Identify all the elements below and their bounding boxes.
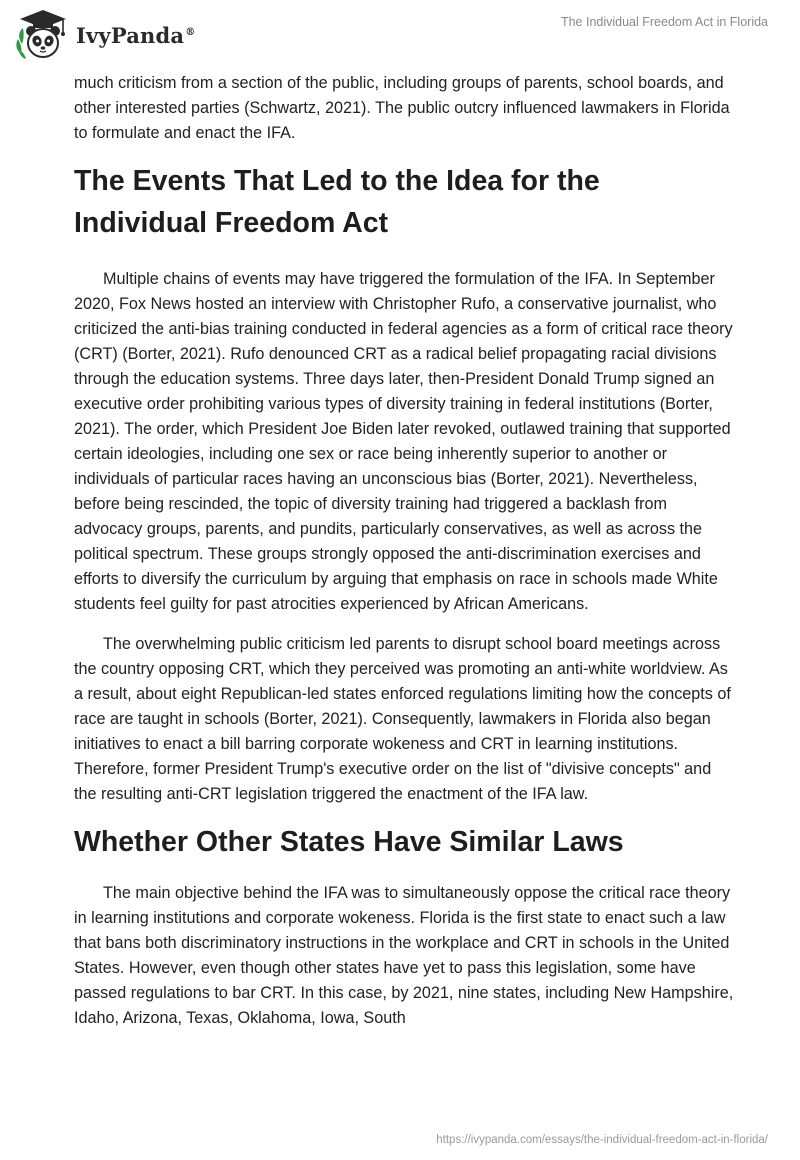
paragraph-events-1: Multiple chains of events may have triggered the formulation of the IFA. In September 2020, Fox News hosted an interview with Christopher Rufo, a conservative journalist, who criticized the anti-bias training conducted in federal agencies as a form of critical race theory (CRT) (Borter, 2021). Rufo denounced CRT as a radical belief propagating racial divisions through the education systems. Three days later, then-President Donald Trump signed an executive order prohibiting various types of diversity training in federal institutions (Borter, 2021). The order, which President Joe Biden later revoked, outlawed training that supported certain ideologies, including one sex or race being inherently superior to another or individuals of particular races having an unconscious bias (Borter, 2021). Nevertheless, before being rescinded, the topic of diversity training had triggered a backlash from advocacy groups, parents, and pundits, particularly conservatives, as well as across the political spectrum. These groups strongly opposed the anti-discrimination exercises and efforts to diversify the curriculum by arguing that emphasis on race in schools made White students feel guilty for past atrocities experienced by African Americans. — [74, 270, 733, 613]
panda-graduate-icon — [14, 6, 72, 64]
paragraph-other-states-1: The main objective behind the IFA was to simultaneously oppose the critical race theory in learning institutions and corporate wokeness. Florida is the first state to enact such a law that bans both discriminatory instructions in the workplace and CRT in schools in the United States. However, even though other states have yet to pass this legislation, some have passed regulations to bar CRT. In this case, by 2021, nine states, including New Hampshire, Idaho, Arizona, Texas, Oklahoma, Iowa, South — [74, 884, 734, 1027]
ivypanda-logo[interactable] — [14, 6, 195, 64]
paragraph-events-2: The overwhelming public criticism led parents to disrupt school board meetings across the country opposing CRT, which they perceived was promoting an anti-white worldview. As a result, about eight Republican-led states enforced regulations limiting how the concepts of race are taught in schools (Borter, 2021). Consequently, lawmakers in Florida also began initiatives to enact a bill barring corporate wokeness and CRT in learning institutions. Therefore, former President Trump's executive order on the list of "divisive concepts" and the resulting anti-CRT legislation triggered the enactment of the IFA law. — [74, 635, 731, 803]
registered-mark: ® — [185, 26, 196, 38]
logo-wordmark: IvyPanda® — [76, 22, 196, 48]
source-url[interactable]: https://ivypanda.com/essays/the-individual-freedom-act-in-florida/ — [436, 1134, 768, 1146]
section-heading-other-states: Whether Other States Have Similar Laws — [74, 826, 624, 858]
document-title: The Individual Freedom Act in Florida — [560, 15, 768, 29]
paragraph-intro-continuation: much criticism from a section of the public, including groups of parents, school boards, and other interested parties (Schwartz, 2021). The public outcry influenced lawmakers in Florida to formulate and enact the IFA. — [74, 74, 730, 142]
essay-body — [74, 71, 734, 1031]
section-heading-events: The Events That Led to the Idea for the Individual Freedom Act — [74, 165, 600, 239]
page-header — [0, 0, 800, 72]
